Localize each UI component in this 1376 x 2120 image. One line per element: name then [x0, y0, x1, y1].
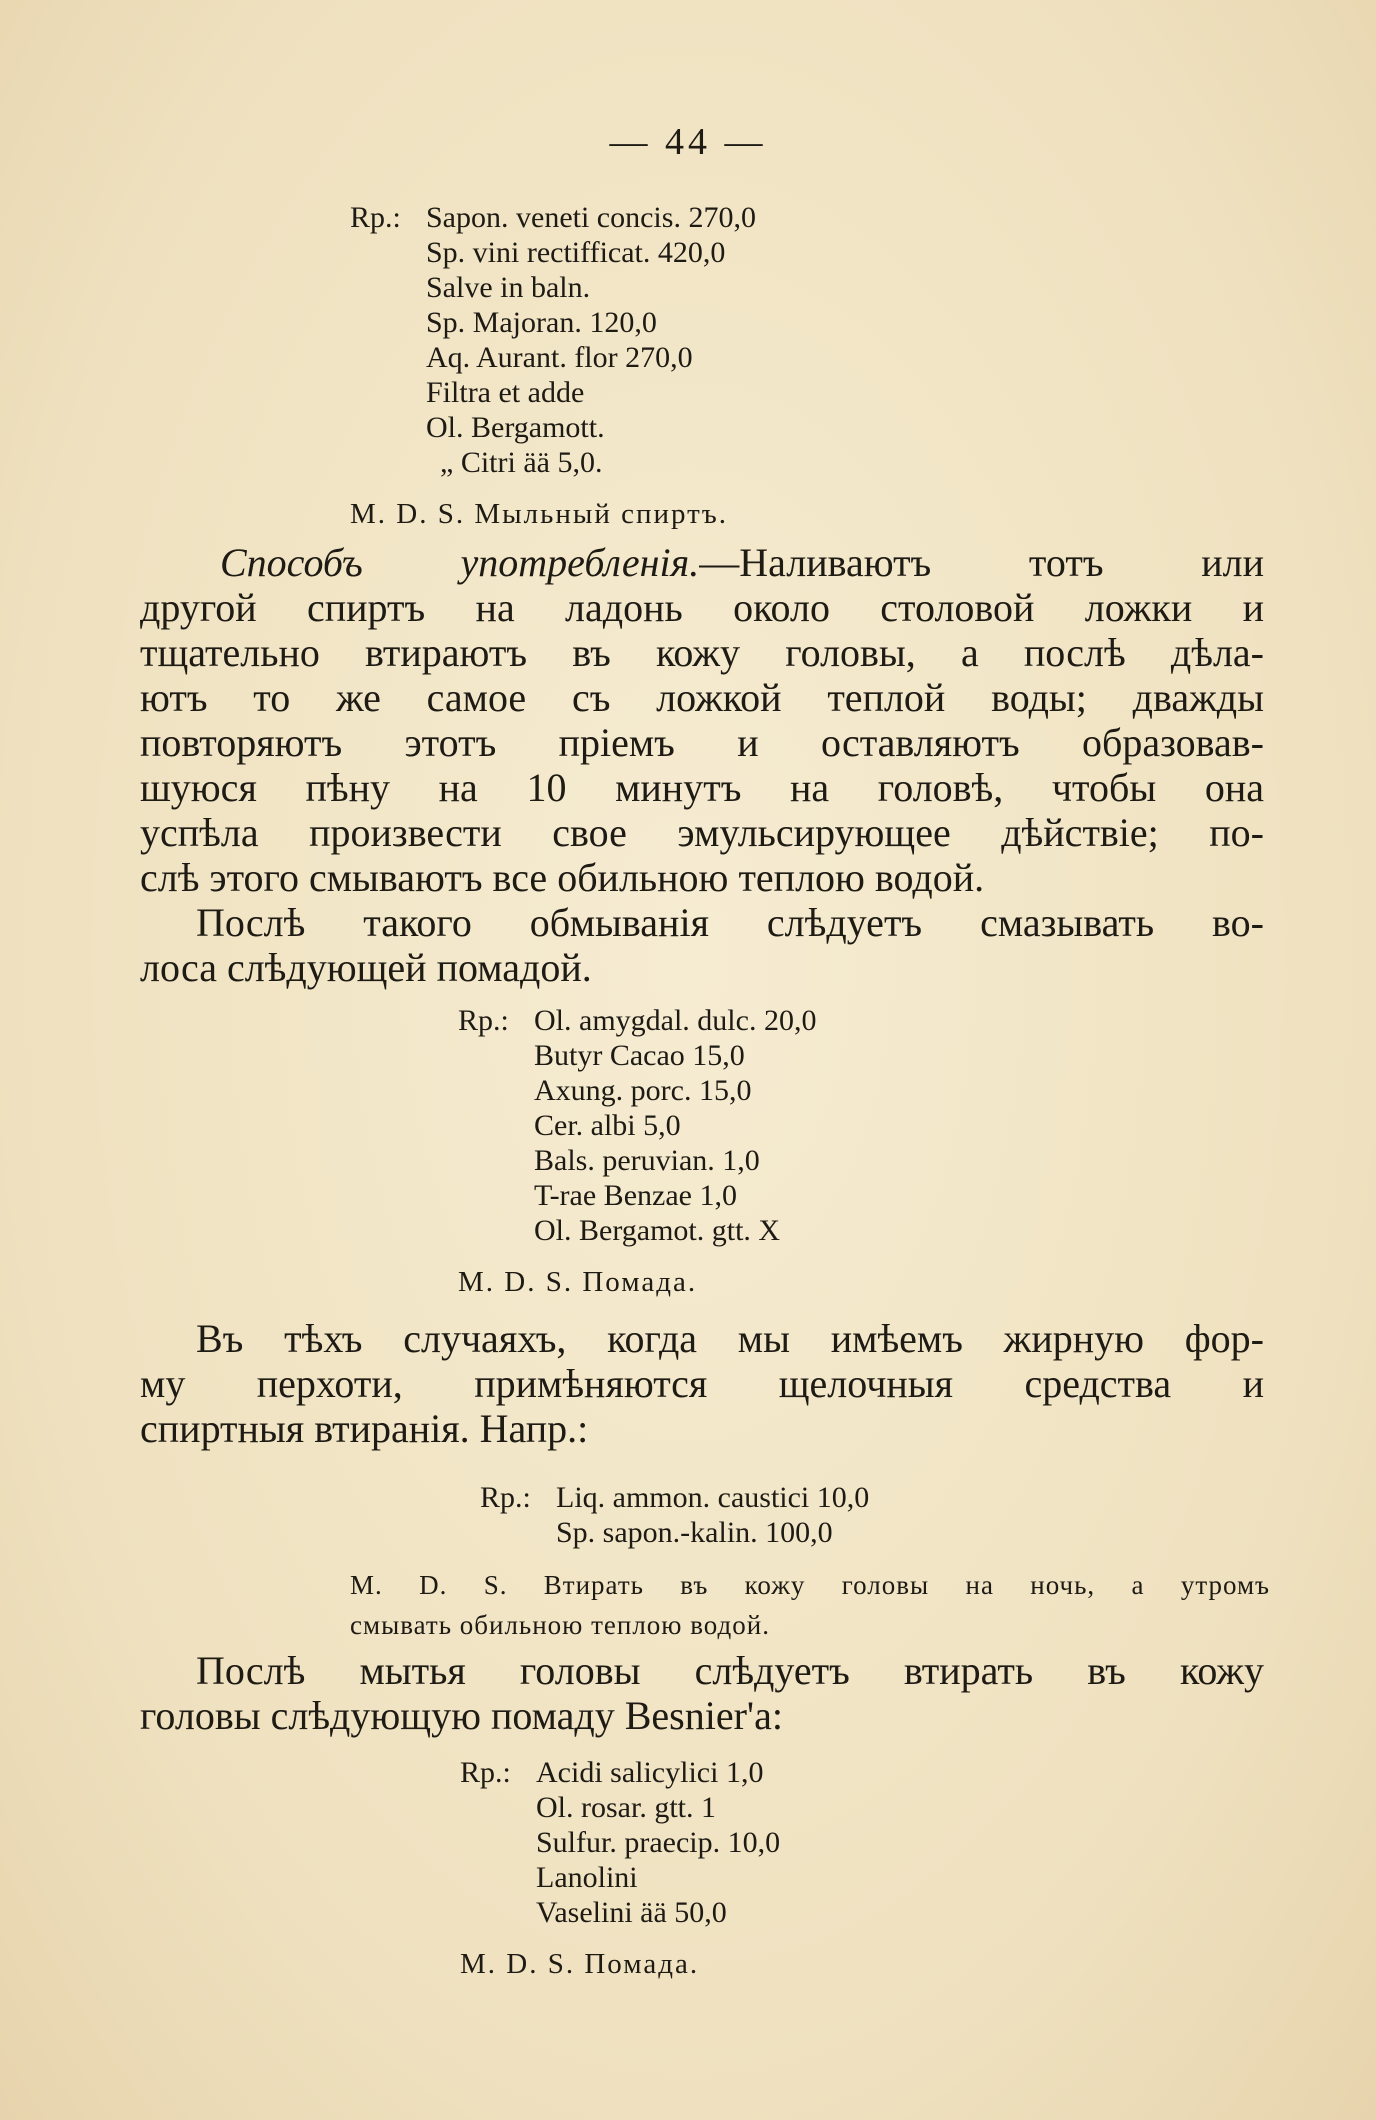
paragraph-line: —Наливаютъ тотъ или	[699, 540, 1264, 585]
prescription-4	[460, 1755, 780, 1930]
rx-line: Sp. vini rectifficat. 420,0	[426, 236, 726, 269]
rx-line: Salve in baln.	[426, 271, 591, 304]
paragraph-after-washing	[140, 900, 1264, 990]
paragraph-oily-dandruff	[140, 1316, 1264, 1451]
rx-signa-line: M. D. S. Втирать въ кожу головы на ночь, а утромъ	[350, 1570, 1270, 1600]
prescription-2	[458, 1003, 816, 1248]
rx-line: Ol. amygdal. dulc. 20,0	[534, 1004, 817, 1037]
paragraph-line: другой спиртъ на ладонь около столовой ложки и	[140, 585, 1264, 630]
paragraph-line: повторяютъ этотъ пріемъ и оставляютъ образовав-	[140, 720, 1264, 765]
rx-line: Butyr Cacao 15,0	[534, 1039, 745, 1072]
paragraph-line: шуюся пѣну на 10 минутъ на головѣ, чтобы она	[140, 765, 1264, 810]
rx-signa-line: смывать обильною теплою водой.	[350, 1610, 770, 1640]
prescription-1	[350, 200, 756, 480]
rx-line: Liq. ammon. caustici 10,0	[556, 1481, 870, 1514]
paragraph-method-of-use	[140, 540, 1264, 900]
paragraph-line: ютъ то же самое съ ложкой теплой воды; дважды	[140, 675, 1264, 720]
rx-signa-multiline	[350, 1565, 1270, 1645]
paragraph-besnier	[140, 1648, 1264, 1738]
rx-prefix: Rp.:	[350, 201, 401, 234]
rx-line: Acidi salicylici 1,0	[536, 1756, 764, 1789]
rx-line: Ol. Bergamott.	[426, 411, 605, 444]
rx-line: Lanolini	[536, 1861, 638, 1894]
rx-prefix: Rp.:	[458, 1004, 509, 1037]
rx-signa: M. D. S. Помада.	[460, 1948, 700, 1980]
rx-prefix: Rp.:	[460, 1756, 511, 1789]
rx-line: Ol. rosar. gtt. 1	[536, 1791, 716, 1824]
rx-line: Filtra et adde	[426, 376, 585, 409]
section-heading: Способъ употребленія.	[220, 540, 700, 585]
paragraph-line: спиртныя втиранія. Напр.:	[140, 1406, 589, 1451]
paragraph-line: слѣ этого смываютъ все обильною теплою водой.	[140, 855, 985, 900]
rx-prefix: Rp.:	[480, 1481, 531, 1514]
rx-line: Cer. albi 5,0	[534, 1109, 681, 1142]
rx-line: Aq. Aurant. flor 270,0	[426, 341, 693, 374]
paragraph-line: Въ тѣхъ случаяхъ, когда мы имѣемъ жирную фор-	[196, 1316, 1264, 1361]
rx-line: Sp. Majoran. 120,0	[426, 306, 657, 339]
paragraph-line: головы слѣдующую помаду Besnier'a:	[140, 1693, 784, 1738]
rx-signa: M. D. S. Помада.	[458, 1266, 698, 1298]
rx-line: Sapon. veneti concis. 270,0	[426, 201, 756, 234]
rx-line: Axung. porc. 15,0	[534, 1074, 752, 1107]
paragraph-line: Послѣ мытья головы слѣдуетъ втирать въ кожу	[196, 1648, 1264, 1693]
page-number: — 44 —	[609, 121, 767, 163]
rx-line: Sulfur. praecip. 10,0	[536, 1826, 781, 1859]
rx-line: Vaselini ää 50,0	[536, 1896, 727, 1929]
rx-line: T-rae Benzae 1,0	[534, 1179, 737, 1212]
paragraph-line: лоса слѣдующей помадой.	[140, 945, 592, 990]
paragraph-line: му перхоти, примѣняются щелочныя средства и	[140, 1361, 1264, 1406]
rx-line: Ol. Bergamot. gtt. X	[534, 1214, 781, 1247]
paragraph-line: Послѣ такого обмыванія слѣдуетъ смазывать во-	[196, 900, 1264, 945]
rx-line: Bals. peruvian. 1,0	[534, 1144, 760, 1177]
rx-signa: M. D. S. Мыльный спиртъ.	[350, 498, 729, 530]
paragraph-line: тщательно втираютъ въ кожу головы, а послѣ дѣла-	[140, 630, 1264, 675]
prescription-3	[480, 1480, 869, 1550]
rx-line: „ Citri ää 5,0.	[440, 446, 603, 479]
paragraph-line: успѣла произвести свое эмульсирующее дѣйствіе; по-	[140, 810, 1264, 855]
rx-line: Sp. sapon.-kalin. 100,0	[556, 1516, 833, 1549]
